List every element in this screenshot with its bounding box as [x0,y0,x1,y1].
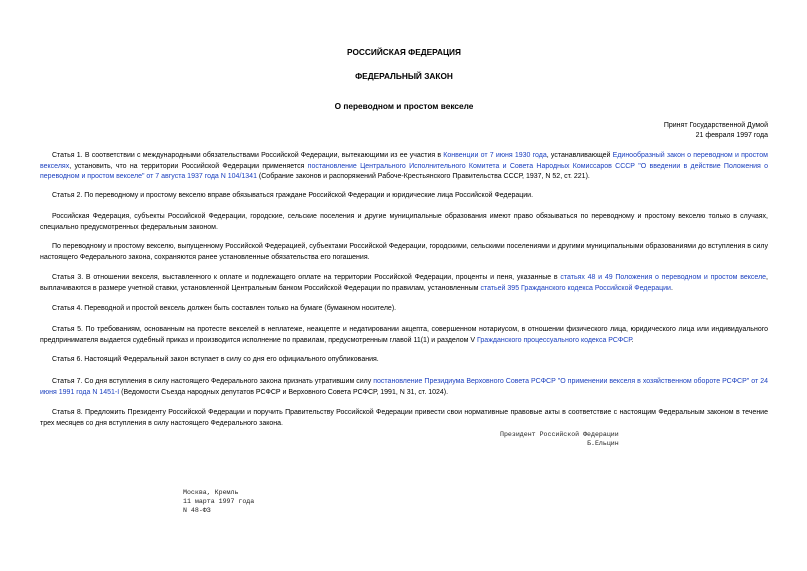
signature-block [500,431,619,449]
link-convention-1930[interactable]: Конвенции от 7 июня 1930 года [443,152,547,159]
article-5-text-1: Статья 5. По требованиям, основанным на протесте векселей в неплатеже, неакцепте и недатировании акцепта, совершенном нотариусом, в отношении физического лица, юридического лица или индивидуального предпринимателя выдается судебный приказ и производится исполнение по правилам, предусмотренным главой 11(1) и разделом V [40,326,768,344]
article-2-paragraph-2: Российская Федерация, субъекты Российской Федерации, городские, сельские поселения и другие муниципальные образования имеют право обязываться по переводному и простому векселю только в случаях, специально предусмотренных федеральным законом. [40,213,768,231]
link-uniform-law[interactable]: Единообразный закон о переводном и простом векселях [40,152,768,170]
article-1-text-2: , устанавливающей [546,152,613,159]
header-country: РОССИЙСКАЯ ФЕДЕРАЦИЯ [347,47,461,57]
link-civil-procedure-code[interactable]: Гражданского процессуального кодекса РСФСР [477,336,632,344]
article-8: Статья 8. Предложить Президенту Российской Федерации и поручить Правительству Российской Федерации привести свои нормативные правовые акты в соответствие с настоящим Федеральным законом в течение трех месяцев со дня вступления в силу настоящего Федерального закона. [40,409,768,427]
place-city: Москва, Кремль [183,489,239,496]
place-block [183,489,254,515]
article-4: Статья 4. Переводной и простой вексель должен быть составлен только на бумаге (бумажном носителе). [52,305,397,312]
article-1-text-4: (Собрание законов и распоряжений Рабоче-Крестьянского Правительства СССР, 1937, N 52, ст. 221). [256,173,590,180]
accepted-line-1: Принят Государственной Думой [663,122,768,129]
header-doc-type: ФЕДЕРАЛЬНЫЙ ЗАКОН [355,71,453,81]
link-presidium-resolution[interactable]: постановление Президиума Верховного Совета РСФСР "О применении векселя в хозяйственном обороте РСФСР" от 24 июня 1991 года N 1451-I [40,378,768,396]
article-3 [40,273,768,294]
article-7 [40,377,768,398]
page-title: О переводном и простом векселе [334,101,474,111]
article-3-text-1: Статья 3. В отношении векселя, выставленного к оплате и подлежащего оплате на территории Российской Федерации, проценты и пеня, указанные в [52,274,561,281]
accepted-line-2: 21 февраля 1997 года [695,131,768,139]
signature-position: Президент Российской Федерации [500,431,619,438]
article-2: Статья 2. По переводному и простому векселю вправе обязываться граждане Российской Федерации и юридические лица Российской Федерации. [52,192,534,199]
article-1 [40,151,768,183]
article-7-text-2: (Ведомости Съезда народных депутатов РСФСР и Верховного Совета РСФСР, 1991, N 31, ст. 1024). [119,388,449,396]
link-civil-code-395[interactable]: статьей 395 Гражданского кодекса Российской Федерации [480,284,671,292]
accepted-note [664,121,768,140]
law-number: N 48-ФЗ [183,506,211,514]
article-5-text-2: . [631,336,634,344]
article-7-text-1: Статья 7. Со дня вступления в силу настоящего Федерального закона признать утратившим силу [52,378,374,385]
article-3-text-3: . [670,284,673,292]
article-1-text-1: Статья 1. В соответствии с международными обязательствами Российской Федерации, вытекающими из ее участия в [52,152,444,159]
link-cik-snk-resolution[interactable]: постановление Центрального Исполнительного Комитета и Совета Народных Комиссаров СССР "О введении в действие Положения о переводном и простом векселе" от 7 августа 1937 года N 104/1341 [40,162,768,180]
article-5 [40,325,768,346]
place-date: 11 марта 1997 года [183,497,255,505]
article-1-text-3: , установить, что на территории Российской Федерации применяется [69,162,308,170]
link-articles-48-49[interactable]: статьях 48 и 49 Положения о переводном и простом векселе [560,274,767,281]
signature-name: Б.Ельцин [587,439,619,447]
article-6: Статья 6. Настоящий Федеральный закон вступает в силу со дня его официального опубликования. [52,356,379,363]
article-3-text-2: , выплачиваются в размере учетной ставки, установленной Центральным банком Российской Федерации по правилам, установленным [40,274,768,292]
article-2-paragraph-3: По переводному и простому векселю, выпущенному Российской Федерацией, субъектами Российской Федерации, городскими, сельскими поселениями и другими муниципальными образованиями до вступления в силу настоящего Федерального закона, сохраняются ранее установленные обязательства его погашения. [40,243,768,261]
